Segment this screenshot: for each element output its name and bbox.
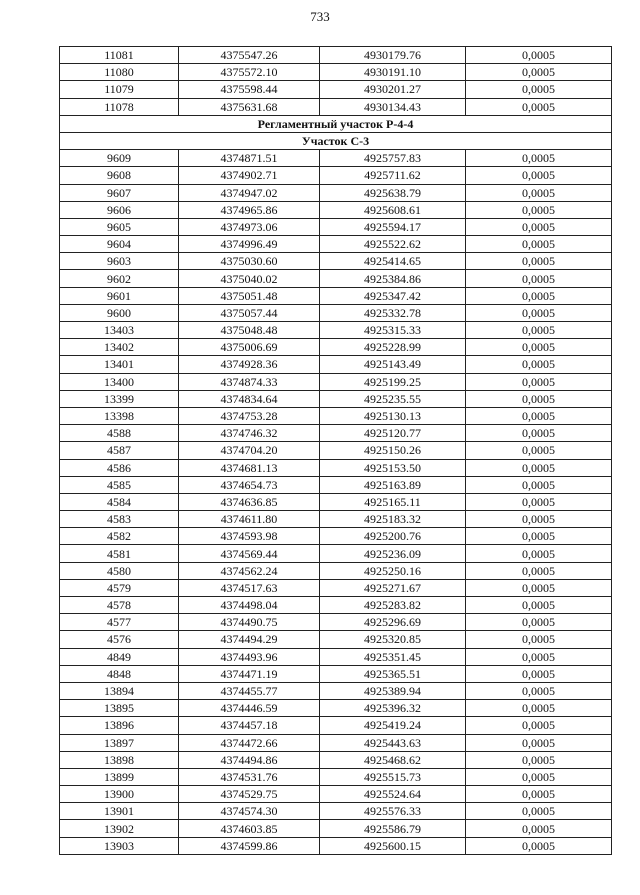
table-row <box>60 64 612 81</box>
point-number-cell: 13402 <box>60 339 179 356</box>
table-row <box>60 734 612 751</box>
table-row <box>60 98 612 115</box>
table-row <box>60 562 612 579</box>
x-coordinate-cell: 4374603.85 <box>179 820 320 837</box>
x-coordinate-cell: 4374965.86 <box>179 201 320 218</box>
point-number-cell: 4587 <box>60 442 179 459</box>
point-number-cell: 13903 <box>60 837 179 854</box>
table-row <box>60 270 612 287</box>
accuracy-cell: 0,0005 <box>466 545 612 562</box>
table-row <box>60 167 612 184</box>
y-coordinate-cell: 4925389.94 <box>320 682 466 699</box>
accuracy-cell: 0,0005 <box>466 579 612 596</box>
table-row <box>60 304 612 321</box>
table-row <box>60 511 612 528</box>
x-coordinate-cell: 4374531.76 <box>179 768 320 785</box>
y-coordinate-cell: 4930201.27 <box>320 81 466 98</box>
accuracy-cell: 0,0005 <box>466 837 612 854</box>
x-coordinate-cell: 4374457.18 <box>179 717 320 734</box>
section-title: Регламентный участок Р-4-4 <box>60 115 612 132</box>
table-section-headers <box>60 115 612 149</box>
x-coordinate-cell: 4374973.06 <box>179 218 320 235</box>
point-number-cell: 4586 <box>60 459 179 476</box>
point-number-cell: 9607 <box>60 184 179 201</box>
table-row <box>60 47 612 64</box>
y-coordinate-cell: 4925163.89 <box>320 476 466 493</box>
accuracy-cell: 0,0005 <box>466 648 612 665</box>
table-row <box>60 682 612 699</box>
point-number-cell: 13403 <box>60 322 179 339</box>
table-body-main <box>60 150 612 855</box>
table-row <box>60 201 612 218</box>
table-row <box>60 459 612 476</box>
point-number-cell: 4576 <box>60 631 179 648</box>
point-number-cell: 13898 <box>60 751 179 768</box>
x-coordinate-cell: 4374493.96 <box>179 648 320 665</box>
accuracy-cell: 0,0005 <box>466 768 612 785</box>
y-coordinate-cell: 4925396.32 <box>320 700 466 717</box>
table-row <box>60 356 612 373</box>
accuracy-cell: 0,0005 <box>466 167 612 184</box>
point-number-cell: 4580 <box>60 562 179 579</box>
y-coordinate-cell: 4925320.85 <box>320 631 466 648</box>
y-coordinate-cell: 4925250.16 <box>320 562 466 579</box>
x-coordinate-cell: 4374569.44 <box>179 545 320 562</box>
accuracy-cell: 0,0005 <box>466 339 612 356</box>
accuracy-cell: 0,0005 <box>466 236 612 253</box>
point-number-cell: 11080 <box>60 64 179 81</box>
table-row <box>60 476 612 493</box>
accuracy-cell: 0,0005 <box>466 201 612 218</box>
y-coordinate-cell: 4925600.15 <box>320 837 466 854</box>
y-coordinate-cell: 4925283.82 <box>320 597 466 614</box>
accuracy-cell: 0,0005 <box>466 64 612 81</box>
table-row <box>60 236 612 253</box>
x-coordinate-cell: 4374494.29 <box>179 631 320 648</box>
x-coordinate-cell: 4374599.86 <box>179 837 320 854</box>
x-coordinate-cell: 4374471.19 <box>179 665 320 682</box>
x-coordinate-cell: 4374947.02 <box>179 184 320 201</box>
accuracy-cell: 0,0005 <box>466 270 612 287</box>
accuracy-cell: 0,0005 <box>466 322 612 339</box>
table-row <box>60 751 612 768</box>
table-row <box>60 579 612 596</box>
point-number-cell: 13894 <box>60 682 179 699</box>
accuracy-cell: 0,0005 <box>466 287 612 304</box>
y-coordinate-cell: 4925120.77 <box>320 425 466 442</box>
y-coordinate-cell: 4925586.79 <box>320 820 466 837</box>
x-coordinate-cell: 4375006.69 <box>179 339 320 356</box>
x-coordinate-cell: 4374574.30 <box>179 803 320 820</box>
x-coordinate-cell: 4374928.36 <box>179 356 320 373</box>
point-number-cell: 4849 <box>60 648 179 665</box>
table-row <box>60 253 612 270</box>
point-number-cell: 13897 <box>60 734 179 751</box>
accuracy-cell: 0,0005 <box>466 717 612 734</box>
y-coordinate-cell: 4925468.62 <box>320 751 466 768</box>
y-coordinate-cell: 4925711.62 <box>320 167 466 184</box>
accuracy-cell: 0,0005 <box>466 373 612 390</box>
y-coordinate-cell: 4925143.49 <box>320 356 466 373</box>
accuracy-cell: 0,0005 <box>466 803 612 820</box>
point-number-cell: 9609 <box>60 150 179 167</box>
y-coordinate-cell: 4925228.99 <box>320 339 466 356</box>
y-coordinate-cell: 4925365.51 <box>320 665 466 682</box>
point-number-cell: 4578 <box>60 597 179 614</box>
accuracy-cell: 0,0005 <box>466 631 612 648</box>
x-coordinate-cell: 4374490.75 <box>179 614 320 631</box>
point-number-cell: 13400 <box>60 373 179 390</box>
accuracy-cell: 0,0005 <box>466 459 612 476</box>
point-number-cell: 4848 <box>60 665 179 682</box>
accuracy-cell: 0,0005 <box>466 597 612 614</box>
table-row <box>60 287 612 304</box>
coordinates-table <box>59 46 612 855</box>
point-number-cell: 13902 <box>60 820 179 837</box>
y-coordinate-cell: 4925608.61 <box>320 201 466 218</box>
x-coordinate-cell: 4374446.59 <box>179 700 320 717</box>
table-row <box>60 442 612 459</box>
y-coordinate-cell: 4925200.76 <box>320 528 466 545</box>
accuracy-cell: 0,0005 <box>466 493 612 510</box>
y-coordinate-cell: 4925638.79 <box>320 184 466 201</box>
point-number-cell: 11078 <box>60 98 179 115</box>
y-coordinate-cell: 4925271.67 <box>320 579 466 596</box>
table-row <box>60 493 612 510</box>
section-title-row <box>60 115 612 132</box>
accuracy-cell: 0,0005 <box>466 47 612 64</box>
x-coordinate-cell: 4374834.64 <box>179 390 320 407</box>
y-coordinate-cell: 4925347.42 <box>320 287 466 304</box>
y-coordinate-cell: 4925296.69 <box>320 614 466 631</box>
y-coordinate-cell: 4925236.09 <box>320 545 466 562</box>
subsection-title: Участок С-3 <box>60 132 612 149</box>
point-number-cell: 9608 <box>60 167 179 184</box>
accuracy-cell: 0,0005 <box>466 81 612 98</box>
point-number-cell: 11079 <box>60 81 179 98</box>
x-coordinate-cell: 4375051.48 <box>179 287 320 304</box>
x-coordinate-cell: 4374455.77 <box>179 682 320 699</box>
table-row <box>60 631 612 648</box>
x-coordinate-cell: 4375572.10 <box>179 64 320 81</box>
x-coordinate-cell: 4374593.98 <box>179 528 320 545</box>
accuracy-cell: 0,0005 <box>466 184 612 201</box>
point-number-cell: 13398 <box>60 407 179 424</box>
table-row <box>60 339 612 356</box>
accuracy-cell: 0,0005 <box>466 407 612 424</box>
accuracy-cell: 0,0005 <box>466 253 612 270</box>
x-coordinate-cell: 4374704.20 <box>179 442 320 459</box>
x-coordinate-cell: 4374746.32 <box>179 425 320 442</box>
y-coordinate-cell: 4925235.55 <box>320 390 466 407</box>
accuracy-cell: 0,0005 <box>466 682 612 699</box>
y-coordinate-cell: 4925522.62 <box>320 236 466 253</box>
x-coordinate-cell: 4374636.85 <box>179 493 320 510</box>
table-body-top <box>60 47 612 116</box>
x-coordinate-cell: 4374472.66 <box>179 734 320 751</box>
table-row <box>60 717 612 734</box>
accuracy-cell: 0,0005 <box>466 820 612 837</box>
x-coordinate-cell: 4375631.68 <box>179 98 320 115</box>
table-row <box>60 373 612 390</box>
y-coordinate-cell: 4925757.83 <box>320 150 466 167</box>
point-number-cell: 13900 <box>60 786 179 803</box>
table-row <box>60 665 612 682</box>
table-row <box>60 768 612 785</box>
x-coordinate-cell: 4374529.75 <box>179 786 320 803</box>
point-number-cell: 4582 <box>60 528 179 545</box>
table-row <box>60 218 612 235</box>
accuracy-cell: 0,0005 <box>466 511 612 528</box>
x-coordinate-cell: 4375030.60 <box>179 253 320 270</box>
point-number-cell: 9600 <box>60 304 179 321</box>
x-coordinate-cell: 4374654.73 <box>179 476 320 493</box>
accuracy-cell: 0,0005 <box>466 528 612 545</box>
table-row <box>60 614 612 631</box>
table-row <box>60 184 612 201</box>
y-coordinate-cell: 4925165.11 <box>320 493 466 510</box>
table-row <box>60 837 612 854</box>
point-number-cell: 4581 <box>60 545 179 562</box>
point-number-cell: 9601 <box>60 287 179 304</box>
table-row <box>60 528 612 545</box>
point-number-cell: 13399 <box>60 390 179 407</box>
y-coordinate-cell: 4925594.17 <box>320 218 466 235</box>
table-row <box>60 545 612 562</box>
subsection-title-row <box>60 132 612 149</box>
x-coordinate-cell: 4374494.86 <box>179 751 320 768</box>
table-row <box>60 390 612 407</box>
x-coordinate-cell: 4375048.48 <box>179 322 320 339</box>
table-row <box>60 786 612 803</box>
x-coordinate-cell: 4374562.24 <box>179 562 320 579</box>
x-coordinate-cell: 4375057.44 <box>179 304 320 321</box>
table-row <box>60 150 612 167</box>
point-number-cell: 4585 <box>60 476 179 493</box>
table-row <box>60 597 612 614</box>
point-number-cell: 11081 <box>60 47 179 64</box>
x-coordinate-cell: 4374681.13 <box>179 459 320 476</box>
point-number-cell: 9604 <box>60 236 179 253</box>
table-row <box>60 820 612 837</box>
point-number-cell: 9603 <box>60 253 179 270</box>
point-number-cell: 13895 <box>60 700 179 717</box>
y-coordinate-cell: 4925153.50 <box>320 459 466 476</box>
accuracy-cell: 0,0005 <box>466 390 612 407</box>
table-row <box>60 700 612 717</box>
accuracy-cell: 0,0005 <box>466 665 612 682</box>
x-coordinate-cell: 4374996.49 <box>179 236 320 253</box>
accuracy-cell: 0,0005 <box>466 218 612 235</box>
point-number-cell: 4579 <box>60 579 179 596</box>
table-row <box>60 803 612 820</box>
accuracy-cell: 0,0005 <box>466 751 612 768</box>
y-coordinate-cell: 4925419.24 <box>320 717 466 734</box>
table-row <box>60 425 612 442</box>
point-number-cell: 9602 <box>60 270 179 287</box>
x-coordinate-cell: 4374902.71 <box>179 167 320 184</box>
point-number-cell: 13401 <box>60 356 179 373</box>
x-coordinate-cell: 4375547.26 <box>179 47 320 64</box>
point-number-cell: 4577 <box>60 614 179 631</box>
y-coordinate-cell: 4930179.76 <box>320 47 466 64</box>
y-coordinate-cell: 4925199.25 <box>320 373 466 390</box>
accuracy-cell: 0,0005 <box>466 562 612 579</box>
page-number: 733 <box>310 9 330 24</box>
accuracy-cell: 0,0005 <box>466 356 612 373</box>
y-coordinate-cell: 4930191.10 <box>320 64 466 81</box>
accuracy-cell: 0,0005 <box>466 425 612 442</box>
x-coordinate-cell: 4374753.28 <box>179 407 320 424</box>
point-number-cell: 4583 <box>60 511 179 528</box>
y-coordinate-cell: 4925150.26 <box>320 442 466 459</box>
accuracy-cell: 0,0005 <box>466 304 612 321</box>
table-row <box>60 322 612 339</box>
table-row <box>60 81 612 98</box>
x-coordinate-cell: 4374874.33 <box>179 373 320 390</box>
point-number-cell: 4588 <box>60 425 179 442</box>
point-number-cell: 9605 <box>60 218 179 235</box>
y-coordinate-cell: 4930134.43 <box>320 98 466 115</box>
x-coordinate-cell: 4375040.02 <box>179 270 320 287</box>
y-coordinate-cell: 4925183.32 <box>320 511 466 528</box>
x-coordinate-cell: 4374498.04 <box>179 597 320 614</box>
accuracy-cell: 0,0005 <box>466 734 612 751</box>
accuracy-cell: 0,0005 <box>466 442 612 459</box>
point-number-cell: 13901 <box>60 803 179 820</box>
x-coordinate-cell: 4375598.44 <box>179 81 320 98</box>
accuracy-cell: 0,0005 <box>466 700 612 717</box>
y-coordinate-cell: 4925515.73 <box>320 768 466 785</box>
table-row <box>60 648 612 665</box>
y-coordinate-cell: 4925414.65 <box>320 253 466 270</box>
point-number-cell: 4584 <box>60 493 179 510</box>
x-coordinate-cell: 4374871.51 <box>179 150 320 167</box>
y-coordinate-cell: 4925524.64 <box>320 786 466 803</box>
y-coordinate-cell: 4925130.13 <box>320 407 466 424</box>
point-number-cell: 13899 <box>60 768 179 785</box>
accuracy-cell: 0,0005 <box>466 476 612 493</box>
accuracy-cell: 0,0005 <box>466 98 612 115</box>
accuracy-cell: 0,0005 <box>466 614 612 631</box>
y-coordinate-cell: 4925351.45 <box>320 648 466 665</box>
y-coordinate-cell: 4925384.86 <box>320 270 466 287</box>
point-number-cell: 9606 <box>60 201 179 218</box>
y-coordinate-cell: 4925576.33 <box>320 803 466 820</box>
y-coordinate-cell: 4925332.78 <box>320 304 466 321</box>
accuracy-cell: 0,0005 <box>466 786 612 803</box>
x-coordinate-cell: 4374517.63 <box>179 579 320 596</box>
y-coordinate-cell: 4925443.63 <box>320 734 466 751</box>
accuracy-cell: 0,0005 <box>466 150 612 167</box>
point-number-cell: 13896 <box>60 717 179 734</box>
x-coordinate-cell: 4374611.80 <box>179 511 320 528</box>
table-row <box>60 407 612 424</box>
y-coordinate-cell: 4925315.33 <box>320 322 466 339</box>
